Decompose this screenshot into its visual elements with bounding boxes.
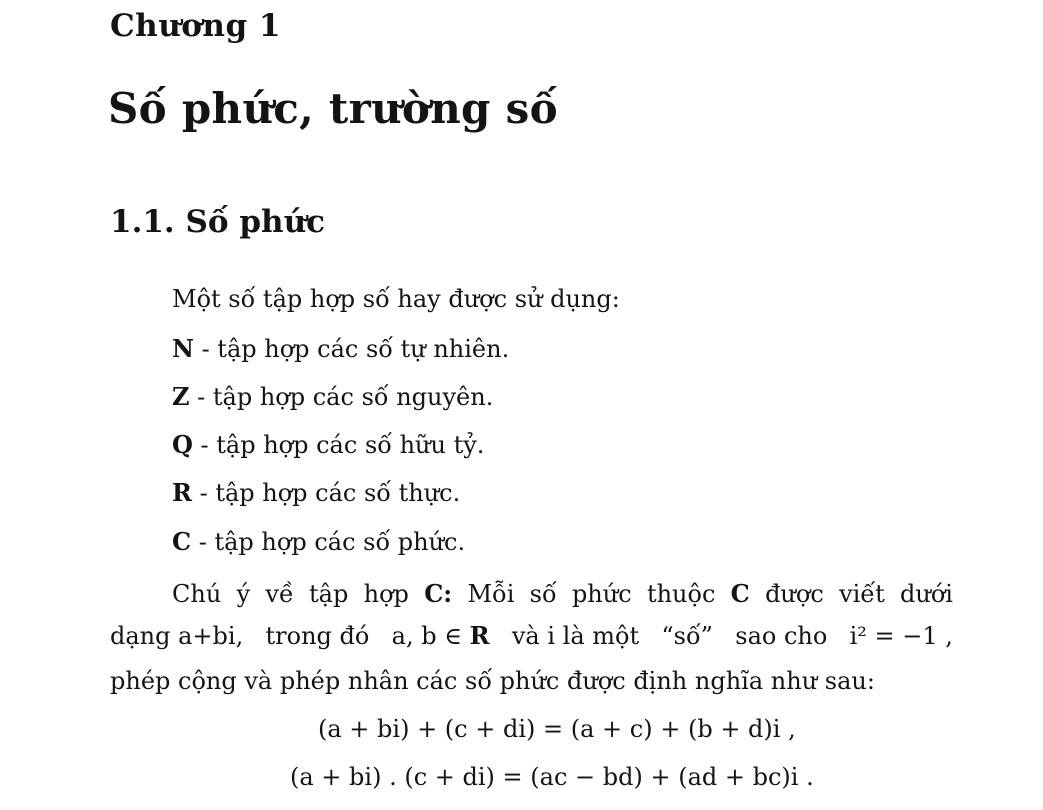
set-description: - tập hợp các số tự nhiên. xyxy=(193,335,510,363)
set-item-r xyxy=(172,478,460,508)
set-symbol: Z xyxy=(172,382,190,411)
word: dưới xyxy=(900,580,953,608)
formula-multiplication: (a + bi) . (c + di) = (ac − bd) + (ad + bc)i . xyxy=(290,763,814,791)
word: hợp xyxy=(363,580,409,608)
text-part: trong đó xyxy=(265,622,370,650)
word: Mỗi xyxy=(467,580,515,608)
word-bold: C xyxy=(730,579,750,608)
set-item-c xyxy=(172,527,465,557)
set-symbol: Q xyxy=(172,430,193,459)
word: được xyxy=(765,580,824,608)
word: số xyxy=(529,580,557,608)
set-item-q xyxy=(172,430,484,460)
word: về xyxy=(265,580,294,608)
set-symbol: R xyxy=(469,621,490,650)
intro-text: Một số tập hợp số hay được sử dụng: xyxy=(172,285,620,313)
formula-addition: (a + bi) + (c + di) = (a + c) + (b + d)i , xyxy=(318,715,796,743)
text-part: i² = −1 , xyxy=(849,622,953,650)
word-bold: C: xyxy=(424,579,453,608)
text-part: sao cho xyxy=(735,622,828,650)
paragraph-line-1 xyxy=(172,579,953,609)
set-description: - tập hợp các số phức. xyxy=(191,528,466,556)
chapter-label: Chương 1 xyxy=(110,8,282,44)
set-description: - tập hợp các số hữu tỷ. xyxy=(192,431,485,459)
set-symbol: R xyxy=(172,478,192,507)
word: Chú xyxy=(172,580,222,608)
word: phức xyxy=(571,580,632,608)
word: thuộc xyxy=(646,580,716,608)
set-description: - tập hợp các số nguyên. xyxy=(189,383,494,411)
chapter-title: Số phức, trường số xyxy=(108,84,558,133)
word: tập xyxy=(309,580,349,608)
word: viết xyxy=(839,580,885,608)
set-item-z xyxy=(172,382,493,412)
text-part: a, b ∈ R xyxy=(391,621,490,650)
text-part: “số” xyxy=(661,622,713,650)
paragraph-line-3: phép cộng và phép nhân các số phức được định nghĩa như sau: xyxy=(110,667,875,695)
word: ý xyxy=(236,580,251,608)
text-part: dạng a+bi, xyxy=(110,622,244,650)
set-symbol: C xyxy=(172,527,192,556)
text-part: và i là một xyxy=(511,622,640,650)
set-item-n xyxy=(172,334,509,364)
set-symbol: N xyxy=(172,334,194,363)
set-description: - tập hợp các số thực. xyxy=(191,479,461,507)
section-title: 1.1. Số phức xyxy=(110,204,326,240)
paragraph-line-2 xyxy=(110,621,953,651)
